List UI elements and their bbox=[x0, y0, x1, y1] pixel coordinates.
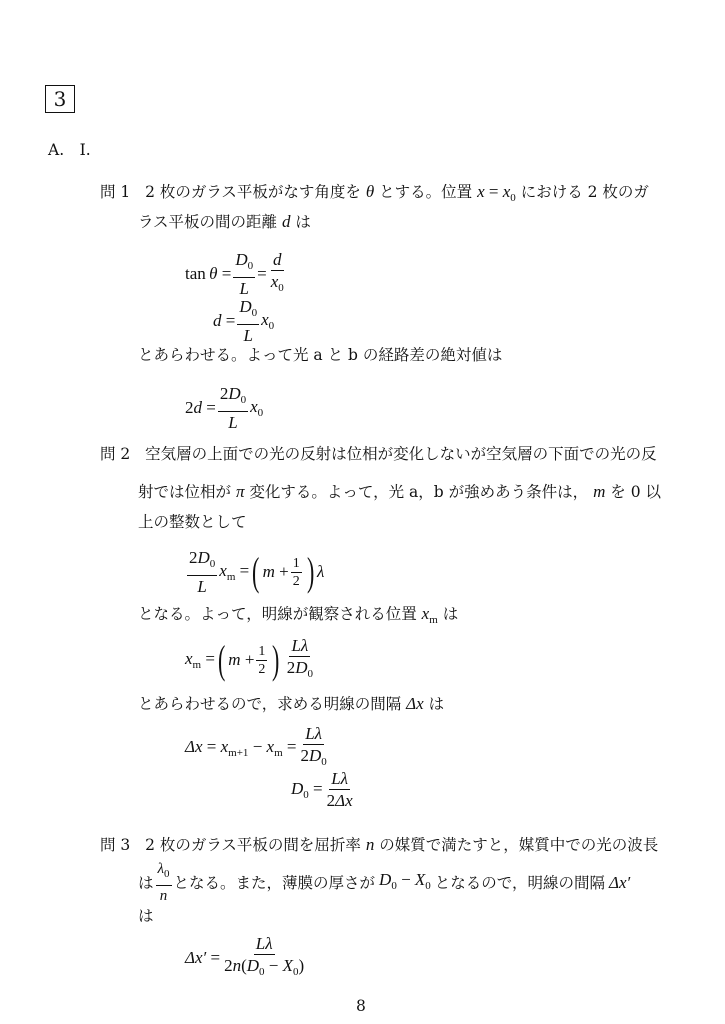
q2-text2: となる。よって，明線が観察される位置 $x_m$ は bbox=[138, 604, 459, 626]
q1-line1: 問 1 2 枚のガラス平板がなす角度を θ とする。位置 $x = x_0$ における 2 枚のガ bbox=[100, 182, 649, 204]
eq-delta-x-prime: Δx′ = $\frac{L\lambda}{2n(D_0 - X_0)}$ bbox=[185, 934, 305, 978]
q1-mid-text: とあらわせる。よって光 a と b の経路差の絶対値は bbox=[138, 346, 503, 364]
q3-line2: は $\frac{\lambda_0}{n}$ となる。また，薄膜の厚さが $D_0 - X_0$ となるので，明線の間隔 Δx′ bbox=[138, 861, 631, 904]
q3-label: 問 3 bbox=[100, 836, 131, 854]
eq-delta-x: $\Delta x = x_{m+1} - x_m$ = $\frac{L\lambda}{2D_0}$ bbox=[185, 724, 327, 768]
eq-d0: $D_0$ = $\frac{L\lambda}{2\Delta x}$ bbox=[291, 769, 353, 810]
eq-tan-theta: tan θ = $\frac{D_0}{L}$ = $\frac{d}{x_0}$ bbox=[185, 250, 284, 298]
x-eq-x0: $x = x_0$ bbox=[477, 182, 516, 204]
q3-line1: 問 3 2 枚のガラス平板の間を屈折率 n の媒質で満たすと，媒質中での光の波長 bbox=[100, 835, 659, 854]
problem-number: 3 bbox=[53, 87, 67, 111]
q2-line2: 射では位相が π 変化する。よって，光 a，b が強めあう条件は， m を 0 以 bbox=[138, 482, 662, 501]
theta: θ bbox=[365, 182, 375, 201]
problem-number-box bbox=[45, 85, 75, 113]
q1-label: 問 1 bbox=[100, 183, 131, 201]
eq-path-difference: 2d = $\frac{2D_0}{L}$ $x_0$ bbox=[185, 384, 264, 432]
q1-line2: ラス平板の間の距離 d は bbox=[138, 212, 311, 231]
q2-text3: とあらわせるので，求める明線の間隔 Δx は bbox=[138, 694, 445, 713]
page-number: 8 bbox=[356, 997, 366, 1015]
q2-line1: 問 2 空気層の上面での光の反射は位相が変化しないが空気層の下面での光の反 bbox=[100, 445, 657, 463]
section-heading: A. I. bbox=[48, 141, 91, 159]
eq-xm: $x_m$ = ( m + $\frac{1}{2}$ ) $\frac{L\lambda}{2D_0}$ bbox=[185, 636, 314, 682]
eq-d: d = $\frac{D_0}{L}$ $x_0$ bbox=[213, 297, 275, 345]
q3-line3: は bbox=[138, 907, 154, 925]
q2-label: 問 2 bbox=[100, 445, 131, 463]
q2-line3: 上の整数として bbox=[138, 513, 247, 531]
eq-bright-condition: $\frac{2D_0}{L}$ $x_m$ = ( m + $\frac{1}{2}$ ) λ bbox=[189, 548, 325, 596]
